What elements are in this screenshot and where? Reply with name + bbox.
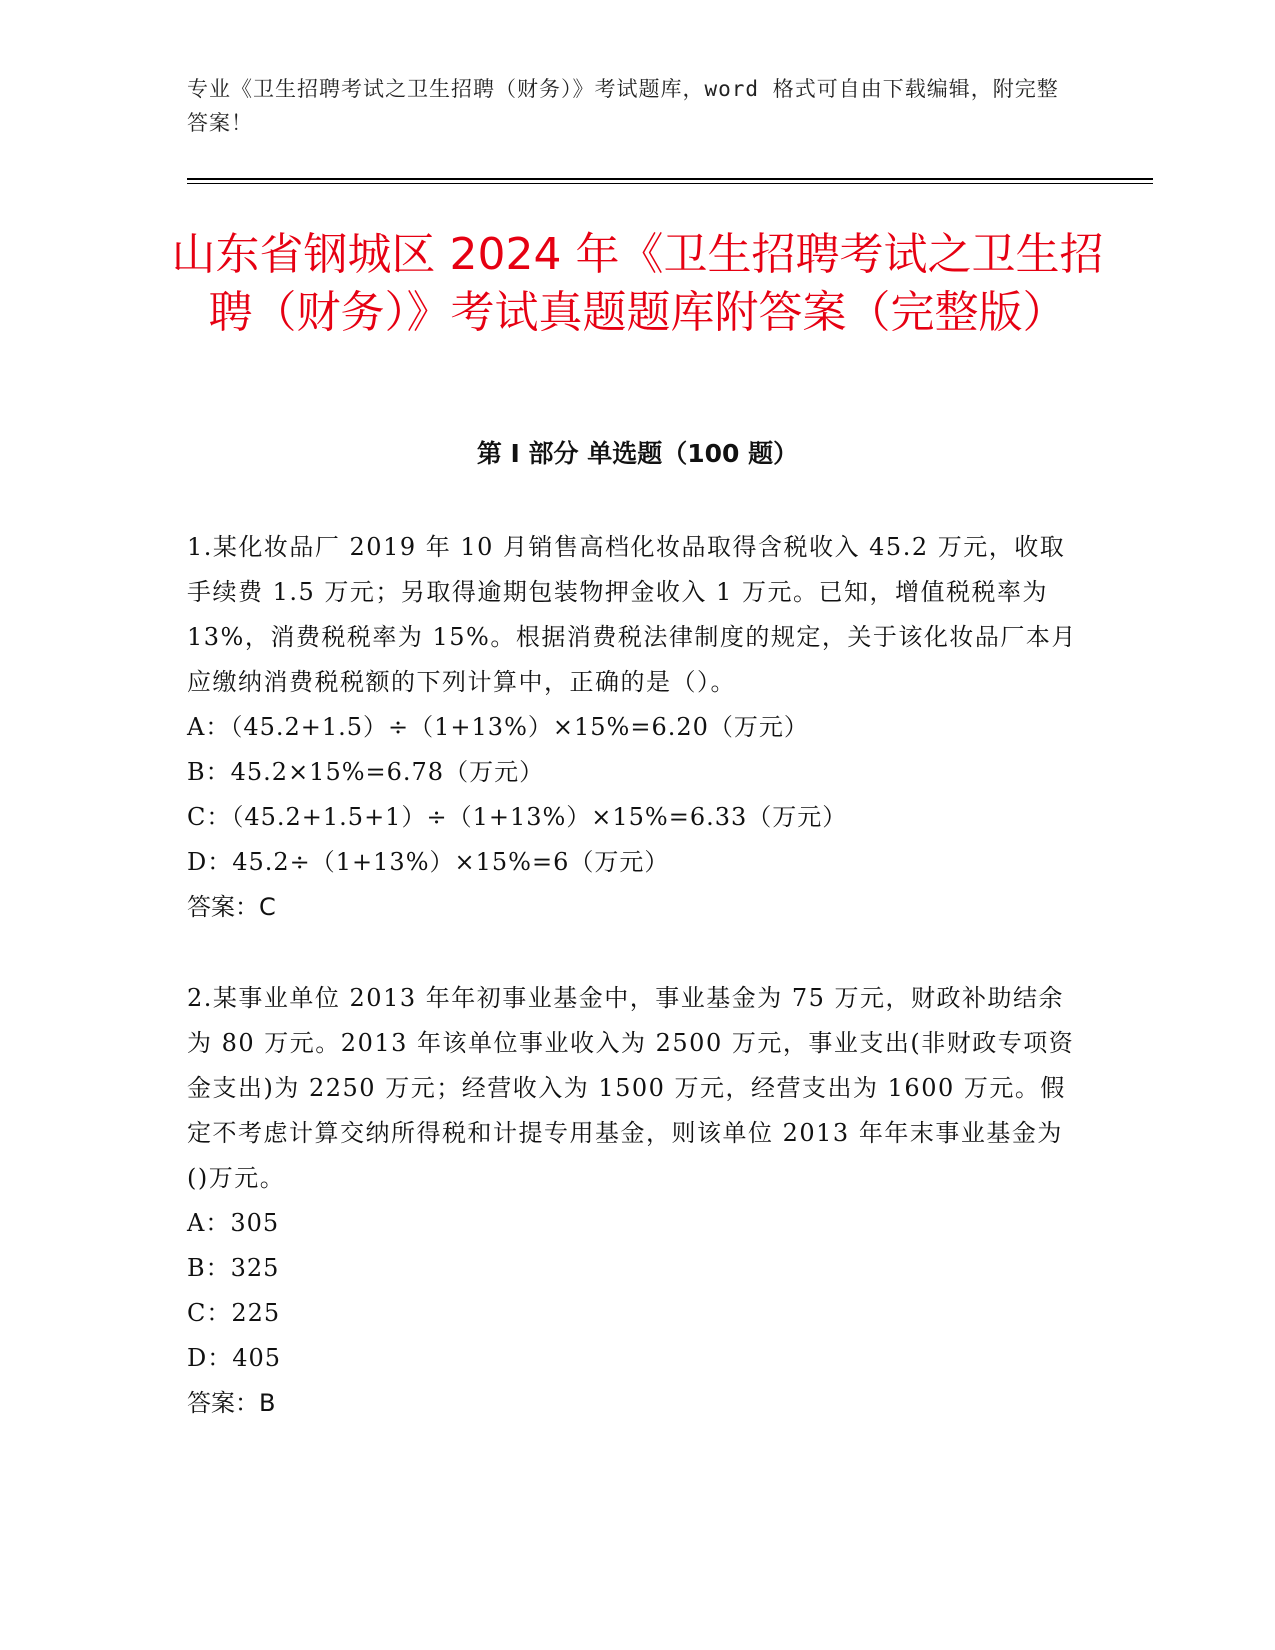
header-rule-thick bbox=[187, 178, 1153, 180]
option-list bbox=[187, 705, 1077, 885]
option-b: B：325 bbox=[187, 1254, 280, 1282]
question-2 bbox=[187, 976, 1077, 1426]
header-note: 专业《卫生招聘考试之卫生招聘（财务）》考试题库，word 格式可自由下载编辑，附完整答案！ bbox=[187, 77, 1059, 135]
header-rule-thin bbox=[187, 183, 1153, 184]
option-c: C：（45.2+1.5+1）÷（1+13%）×15%=6.33（万元） bbox=[187, 803, 848, 831]
option-list bbox=[187, 1201, 1077, 1381]
option-c: C：225 bbox=[187, 1299, 281, 1327]
option-b: B：45.2×15%=6.78（万元） bbox=[187, 758, 545, 786]
section-title: 第 I 部分 单选题（100 题） bbox=[476, 439, 799, 468]
option-a: A：（45.2+1.5）÷（1+13%）×15%=6.20（万元） bbox=[187, 713, 809, 741]
answer-line: 答案：C bbox=[187, 893, 276, 921]
document-title: 山东省钢城区 2024 年《卫生招聘考试之卫生招聘（财务）》考试真题题库附答案（完整版） bbox=[171, 229, 1104, 338]
question-stem: 2.某事业单位 2013 年年初事业基金中，事业基金为 75 万元，财政补助结余为 80 万元。2013 年该单位事业收入为 2500 万元，事业支出(非财政专项资金支出)为 2250 万元；经营收入为 1500 万元，经营支出为 1600 万元。假定不考虑计算交纳所得税和计提专用基金，则该单位 2013 年年末事业基金为()万元。 bbox=[187, 984, 1075, 1192]
option-d: D：405 bbox=[187, 1344, 282, 1372]
option-d: D：45.2÷（1+13%）×15%=6（万元） bbox=[187, 848, 670, 876]
question-1 bbox=[187, 525, 1077, 930]
answer-line: 答案：B bbox=[187, 1389, 276, 1417]
option-a: A：305 bbox=[187, 1209, 280, 1237]
question-stem: 1.某化妆品厂 2019 年 10 月销售高档化妆品取得含税收入 45.2 万元，收取手续费 1.5 万元；另取得逾期包装物押金收入 1 万元。已知，增值税税率为 13%，消费税税率为 15%。根据消费税法律制度的规定，关于该化妆品厂本月应缴纳消费税税额的下列计算中，正确的是（）。 bbox=[187, 533, 1077, 696]
